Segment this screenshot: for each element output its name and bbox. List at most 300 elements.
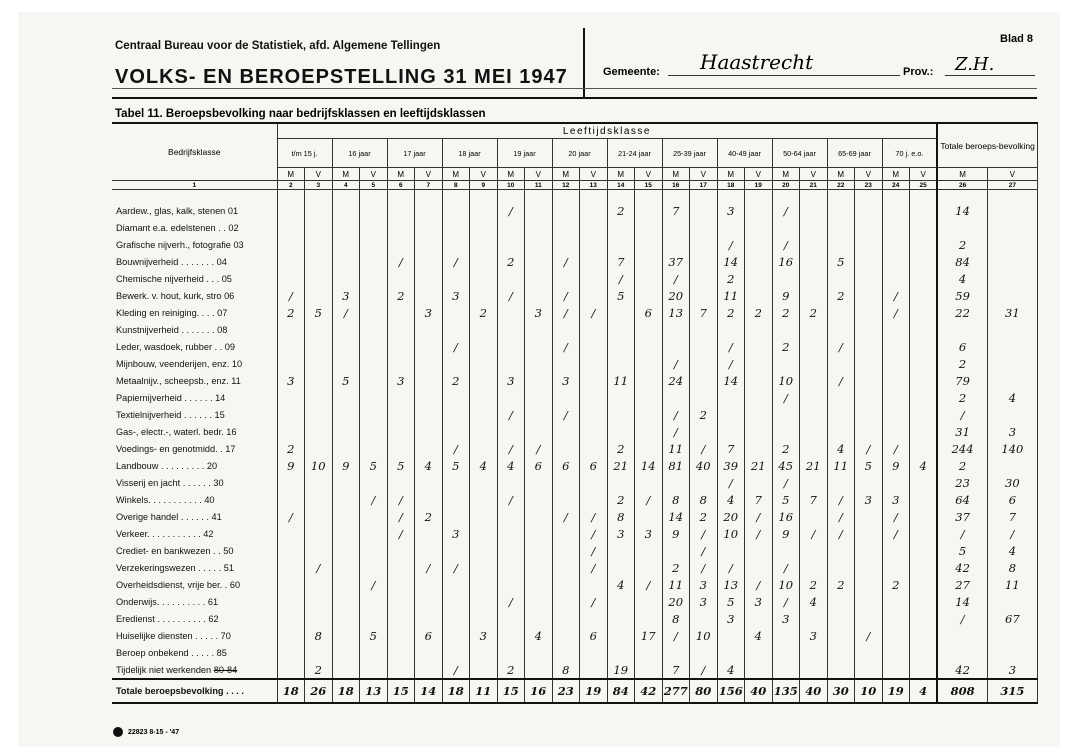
table-cell	[332, 236, 360, 253]
table-cell: /	[937, 525, 987, 542]
table-cell	[525, 406, 553, 423]
table-cell: 11	[717, 287, 745, 304]
age-group-header: 17 jaar	[387, 139, 442, 168]
table-cell	[690, 338, 718, 355]
table-cell: /	[745, 576, 773, 593]
table-cell: /	[690, 661, 718, 679]
table-cell: 13	[717, 576, 745, 593]
industry-label: Chemische nijverheid . . . 05	[112, 270, 277, 287]
table-cell: /	[580, 593, 608, 610]
table-cell: /	[772, 559, 800, 576]
industry-label: Papiernijverheid . . . . . . 14	[112, 389, 277, 406]
industry-label: Winkels. . . . . . . . . . . 40	[112, 491, 277, 508]
table-cell	[882, 644, 910, 661]
table-cell	[607, 644, 635, 661]
table-cell	[415, 440, 443, 457]
table-cell	[635, 610, 663, 627]
table-cell	[745, 321, 773, 338]
table-cell	[745, 644, 773, 661]
table-cell: 2	[607, 491, 635, 508]
table-cell	[552, 270, 580, 287]
table-cell	[910, 423, 938, 440]
table-cell: /	[497, 440, 525, 457]
table-cell	[305, 593, 333, 610]
table-cell	[442, 304, 470, 321]
table-cell	[552, 610, 580, 627]
print-footer	[113, 727, 179, 737]
table-cell: 7	[745, 491, 773, 508]
column-number: 22	[827, 181, 855, 190]
industry-label: Aardew., glas, kalk, stenen 01	[112, 202, 277, 219]
table-cell	[745, 253, 773, 270]
table-cell	[525, 491, 553, 508]
table-row	[112, 440, 1037, 457]
table-cell: 8	[987, 559, 1037, 576]
table-cell	[987, 287, 1037, 304]
table-cell: /	[277, 287, 305, 304]
table-cell	[415, 423, 443, 440]
table-cell	[882, 253, 910, 270]
table-row	[112, 372, 1037, 389]
table-cell: 6	[525, 457, 553, 474]
table-cell	[827, 610, 855, 627]
table-cell	[497, 627, 525, 644]
table-cell: 5	[305, 304, 333, 321]
table-cell	[277, 593, 305, 610]
table-cell	[580, 202, 608, 219]
column-number: 9	[470, 181, 498, 190]
table-cell: /	[882, 440, 910, 457]
table-row	[112, 457, 1037, 474]
column-number: 15	[635, 181, 663, 190]
table-cell	[910, 610, 938, 627]
table-cell	[387, 236, 415, 253]
age-group-header: 70 j. e.o.	[882, 139, 937, 168]
table-cell	[607, 542, 635, 559]
table-row	[112, 253, 1037, 270]
table-cell	[827, 542, 855, 559]
table-cell	[580, 610, 608, 627]
table-cell: 7	[800, 491, 828, 508]
table-cell	[855, 389, 883, 406]
total-cell: 10	[855, 679, 883, 703]
table-cell	[882, 338, 910, 355]
table-cell	[800, 287, 828, 304]
table-cell	[332, 474, 360, 491]
industry-label: Overheidsdienst, vrije ber. . 60	[112, 576, 277, 593]
table-cell	[910, 321, 938, 338]
table-cell: /	[552, 406, 580, 423]
table-cell	[360, 542, 388, 559]
table-cell: 2	[662, 559, 690, 576]
table-cell	[360, 253, 388, 270]
table-row	[112, 525, 1037, 542]
table-cell	[580, 644, 608, 661]
table-cell	[305, 372, 333, 389]
table-cell	[635, 202, 663, 219]
table-cell: 2	[497, 253, 525, 270]
table-cell	[635, 355, 663, 372]
table-cell	[305, 423, 333, 440]
table-cell: 5	[607, 287, 635, 304]
table-cell	[497, 559, 525, 576]
table-cell: 10	[772, 372, 800, 389]
table-cell	[635, 236, 663, 253]
table-cell	[277, 661, 305, 679]
table-row	[112, 406, 1037, 423]
table-cell: 2	[772, 304, 800, 321]
table-cell: 3	[552, 372, 580, 389]
table-cell	[552, 423, 580, 440]
industry-label: Kunstnijverheid . . . . . . . 08	[112, 321, 277, 338]
table-cell	[717, 406, 745, 423]
table-cell	[305, 236, 333, 253]
table-cell	[987, 355, 1037, 372]
table-cell	[442, 355, 470, 372]
table-cell	[717, 321, 745, 338]
table-cell: 40	[690, 457, 718, 474]
table-cell	[305, 576, 333, 593]
table-cell	[800, 338, 828, 355]
table-cell: /	[800, 525, 828, 542]
table-cell	[525, 287, 553, 304]
column-number: 17	[690, 181, 718, 190]
table-cell	[635, 219, 663, 236]
table-cell	[635, 474, 663, 491]
table-cell	[800, 542, 828, 559]
table-cell: 6	[580, 627, 608, 644]
table-cell	[580, 287, 608, 304]
table-cell	[827, 593, 855, 610]
table-cell	[855, 321, 883, 338]
table-cell	[332, 355, 360, 372]
table-cell: 6	[987, 491, 1037, 508]
total-label: Totale beroepsbevolking . . . .	[112, 679, 277, 703]
table-cell	[745, 338, 773, 355]
table-cell	[827, 423, 855, 440]
table-cell: 4	[497, 457, 525, 474]
table-cell: /	[882, 304, 910, 321]
industry-label: Onderwijs. . . . . . . . . . 61	[112, 593, 277, 610]
table-cell: 4	[525, 627, 553, 644]
column-number: 20	[772, 181, 800, 190]
table-row	[112, 508, 1037, 525]
table-cell	[332, 508, 360, 525]
table-cell: 2	[277, 440, 305, 457]
table-cell	[525, 270, 553, 287]
industry-label: Textielnijverheid . . . . . . 15	[112, 406, 277, 423]
column-number: 27	[987, 181, 1037, 190]
table-cell	[305, 202, 333, 219]
table-cell: 2	[717, 270, 745, 287]
total-cell: 40	[745, 679, 773, 703]
table-cell: /	[937, 610, 987, 627]
table-row	[112, 576, 1037, 593]
table-cell: 21	[745, 457, 773, 474]
table-cell: 21	[800, 457, 828, 474]
table-cell: /	[387, 525, 415, 542]
page-number: Blad 8	[1000, 33, 1034, 45]
table-cell: /	[717, 474, 745, 491]
table-cell: 3	[415, 304, 443, 321]
age-group-header: t/m 15 j.	[277, 139, 332, 168]
table-cell	[277, 610, 305, 627]
table-cell	[415, 338, 443, 355]
table-row	[112, 559, 1037, 576]
table-cell	[800, 202, 828, 219]
table-cell: /	[827, 338, 855, 355]
table-cell: /	[662, 627, 690, 644]
table-cell	[470, 270, 498, 287]
table-cell: 4	[800, 593, 828, 610]
table-cell	[332, 542, 360, 559]
table-cell	[910, 508, 938, 525]
table-cell	[415, 372, 443, 389]
table-cell	[415, 389, 443, 406]
table-cell	[635, 270, 663, 287]
table-cell	[415, 321, 443, 338]
table-cell	[525, 593, 553, 610]
table-cell: 2	[607, 202, 635, 219]
table-cell	[415, 610, 443, 627]
male-column-header: M	[827, 168, 855, 181]
table-cell: 11	[827, 457, 855, 474]
total-cell: 14	[415, 679, 443, 703]
table-cell	[690, 372, 718, 389]
table-cell: /	[552, 338, 580, 355]
table-cell	[580, 423, 608, 440]
table-cell	[305, 440, 333, 457]
table-cell: 4	[717, 661, 745, 679]
table-cell	[855, 372, 883, 389]
table-cell	[277, 644, 305, 661]
table-cell	[607, 610, 635, 627]
table-cell	[910, 576, 938, 593]
table-cell: 2	[717, 304, 745, 321]
table-cell	[277, 253, 305, 270]
table-cell	[882, 559, 910, 576]
table-row	[112, 474, 1037, 491]
table-cell	[772, 270, 800, 287]
table-cell	[332, 202, 360, 219]
table-cell: /	[662, 406, 690, 423]
table-cell	[772, 321, 800, 338]
table-cell: 2	[937, 236, 987, 253]
table-cell	[332, 559, 360, 576]
table-cell	[470, 474, 498, 491]
table-cell: /	[497, 593, 525, 610]
table-cell	[635, 644, 663, 661]
table-cell	[277, 542, 305, 559]
table-cell	[800, 661, 828, 679]
table-cell	[497, 321, 525, 338]
table-cell: 2	[800, 576, 828, 593]
industry-label: Diamant e.a. edelstenen . . 02	[112, 219, 277, 236]
table-cell	[332, 593, 360, 610]
table-cell: /	[882, 287, 910, 304]
table-cell	[607, 474, 635, 491]
table-cell	[717, 644, 745, 661]
male-column-header: M	[717, 168, 745, 181]
table-cell	[882, 423, 910, 440]
table-cell	[360, 355, 388, 372]
table-cell: 2	[937, 389, 987, 406]
table-cell	[470, 610, 498, 627]
table-cell	[470, 644, 498, 661]
table-cell	[332, 610, 360, 627]
table-cell: /	[772, 202, 800, 219]
table-cell	[987, 219, 1037, 236]
total-cell: 11	[470, 679, 498, 703]
table-cell: 8	[690, 491, 718, 508]
table-cell	[745, 236, 773, 253]
table-cell	[855, 253, 883, 270]
table-cell	[332, 389, 360, 406]
table-cell: /	[717, 355, 745, 372]
table-cell	[662, 474, 690, 491]
table-cell	[305, 270, 333, 287]
table-cell	[662, 389, 690, 406]
table-cell: 2	[690, 406, 718, 423]
table-cell	[987, 593, 1037, 610]
industry-label	[112, 661, 277, 679]
table-cell: 19	[607, 661, 635, 679]
table-cell	[552, 559, 580, 576]
table-cell	[855, 338, 883, 355]
table-cell	[827, 474, 855, 491]
table-cell	[415, 491, 443, 508]
table-cell	[360, 219, 388, 236]
table-cell: 27	[937, 576, 987, 593]
table-cell	[470, 236, 498, 253]
table-cell	[745, 440, 773, 457]
table-cell	[360, 525, 388, 542]
table-row	[112, 304, 1037, 321]
female-column-header: V	[910, 168, 938, 181]
table-cell: 4	[607, 576, 635, 593]
table-cell: 45	[772, 457, 800, 474]
column-number: 21	[800, 181, 828, 190]
table-cell	[690, 610, 718, 627]
table-cell: 4	[415, 457, 443, 474]
table-cell	[360, 559, 388, 576]
industry-label: Overige handel . . . . . . 41	[112, 508, 277, 525]
table-cell	[360, 338, 388, 355]
female-column-header: V	[360, 168, 388, 181]
column-number: 6	[387, 181, 415, 190]
table-cell	[497, 270, 525, 287]
table-cell	[987, 270, 1037, 287]
table-cell	[717, 542, 745, 559]
age-group-header: 40-49 jaar	[717, 139, 772, 168]
table-cell	[690, 270, 718, 287]
table-cell	[635, 542, 663, 559]
male-column-header: M	[387, 168, 415, 181]
table-cell: 7	[607, 253, 635, 270]
table-cell	[470, 559, 498, 576]
table-cell	[415, 593, 443, 610]
table-cell	[277, 406, 305, 423]
total-cell: 23	[552, 679, 580, 703]
table-cell	[415, 474, 443, 491]
table-cell	[635, 389, 663, 406]
table-cell	[415, 644, 443, 661]
table-cell: 14	[662, 508, 690, 525]
table-cell	[745, 202, 773, 219]
table-cell	[525, 542, 553, 559]
table-cell	[525, 474, 553, 491]
total-cell: 84	[607, 679, 635, 703]
table-cell: /	[415, 559, 443, 576]
table-cell	[662, 321, 690, 338]
column-number: 14	[607, 181, 635, 190]
table-cell	[635, 321, 663, 338]
table-cell: 16	[772, 253, 800, 270]
table-cell: /	[882, 508, 910, 525]
total-cell: 19	[882, 679, 910, 703]
gemeente-label: Gemeente:	[603, 66, 660, 78]
table-cell: 10	[305, 457, 333, 474]
table-cell	[305, 525, 333, 542]
table-cell: 11	[662, 440, 690, 457]
table-cell	[607, 321, 635, 338]
table-cell: 11	[987, 576, 1037, 593]
table-cell: 6	[580, 457, 608, 474]
table-cell: 79	[937, 372, 987, 389]
table-cell	[800, 219, 828, 236]
table-cell: /	[635, 576, 663, 593]
table-cell	[277, 355, 305, 372]
table-cell	[910, 542, 938, 559]
table-cell	[415, 270, 443, 287]
table-cell: 3	[332, 287, 360, 304]
table-cell	[332, 423, 360, 440]
table-cell	[387, 593, 415, 610]
table-cell	[882, 474, 910, 491]
table-cell: 2	[882, 576, 910, 593]
male-column-header: M	[607, 168, 635, 181]
table-cell: 5	[937, 542, 987, 559]
table-cell	[855, 355, 883, 372]
table-cell: 2	[387, 287, 415, 304]
table-cell	[387, 423, 415, 440]
table-cell	[690, 355, 718, 372]
table-cell	[607, 593, 635, 610]
table-cell	[525, 610, 553, 627]
table-cell: 2	[772, 440, 800, 457]
table-cell	[772, 627, 800, 644]
table-cell	[387, 270, 415, 287]
table-cell	[277, 576, 305, 593]
table-cell: 10	[717, 525, 745, 542]
table-cell	[332, 253, 360, 270]
table-cell	[580, 661, 608, 679]
table-cell: 24	[662, 372, 690, 389]
table-cell	[800, 406, 828, 423]
total-cell: 18	[277, 679, 305, 703]
table-cell: /	[690, 525, 718, 542]
industry-label: Mijnbouw, veenderijen, enz. 10	[112, 355, 277, 372]
table-cell: /	[717, 236, 745, 253]
table-cell	[745, 406, 773, 423]
table-cell	[470, 202, 498, 219]
table-cell: 84	[937, 253, 987, 270]
table-cell	[387, 389, 415, 406]
table-cell	[470, 389, 498, 406]
table-cell	[332, 338, 360, 355]
table-cell	[305, 253, 333, 270]
table-cell	[910, 661, 938, 679]
